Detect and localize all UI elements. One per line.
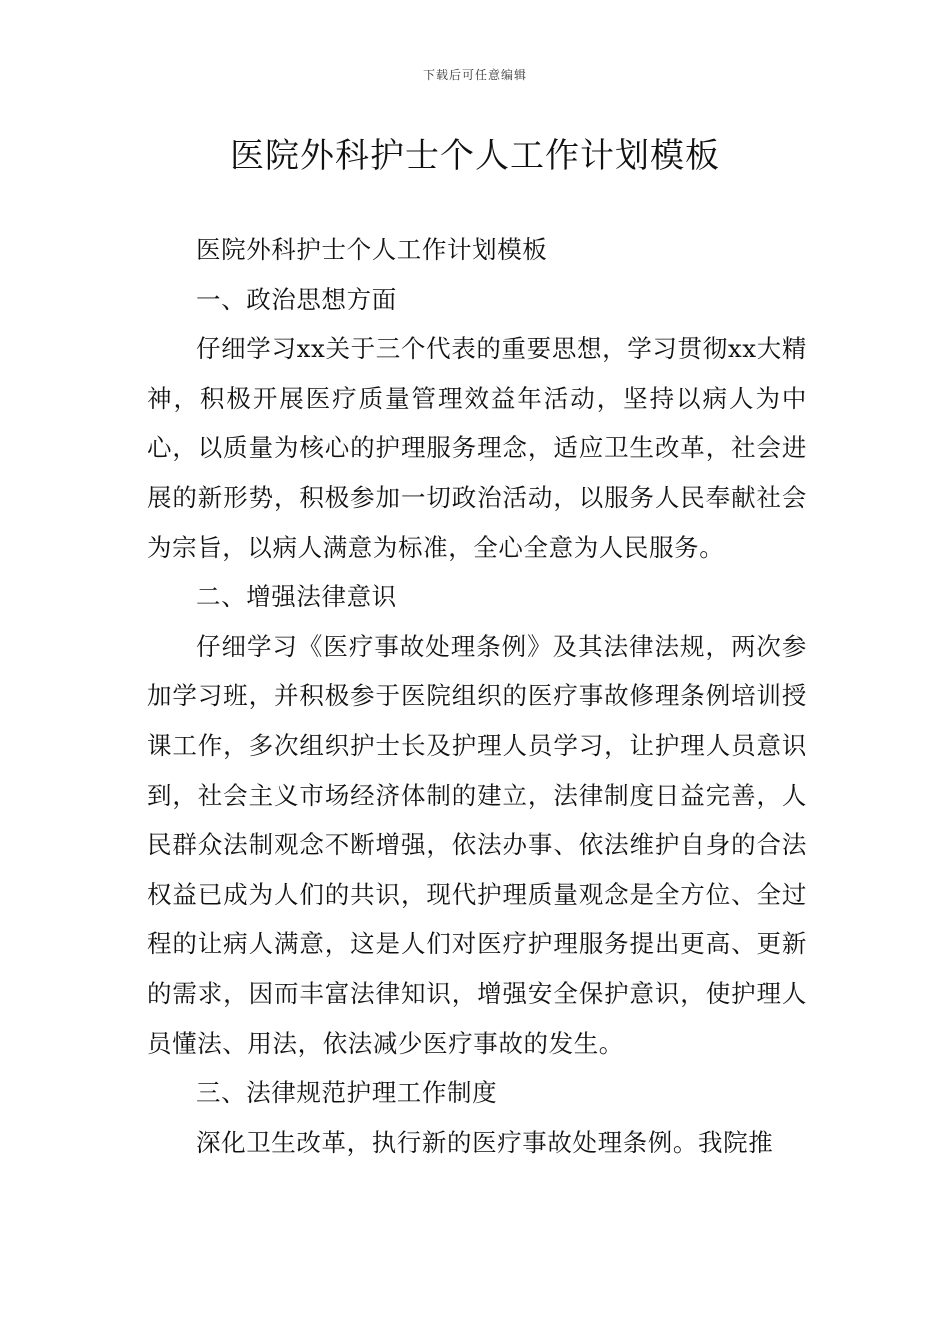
section-heading-1: 一、政治思想方面 (196, 284, 397, 314)
section-heading-3: 三、法律规范护理工作制度 (196, 1078, 498, 1108)
section-heading-2: 二、增强法律意识 (196, 582, 397, 612)
document-title: 医院外科护士个人工作计划模板 (230, 136, 720, 176)
body-paragraph-subtitle: 医院外科护士个人工作计划模板 (196, 235, 548, 264)
body-paragraph-3: 深化卫生改革，执行新的医疗事故处理条例。我院推 (196, 1127, 774, 1157)
body-paragraph-2: 仔细学习《医疗事故处理条例》及其法律法规，两次参加学习班，并积极参于医院组织的医疗事故修理条例培训授课工作，多次组织护士长及护理人员学习，让护理人员意识到，社会主义市场经济体制的建立，法律制度日益完善，人民群众法制观念不断增强，依法办事、依法维护自身的合法权益已成为人们的共识，现代护理质量观念是全方位、全过程的让病人满意，这是人们对医疗护理服务提出更高、更新的需求，因而丰富法律知识，增强安全保护意识，使护理人员懂法、用法，依法减少医疗事故的发生。 (147, 631, 807, 1058)
document-body (147, 225, 807, 1167)
header-note: 下载后可任意编辑 (422, 68, 527, 82)
body-paragraph-1: 仔细学习xx关于三个代表的重要思想，学习贯彻xx大精神，积极开展医疗质量管理效益年活动，坚持以病人为中心，以质量为核心的护理服务理念，适应卫生改革，社会进展的新形势，积极参加一切政治活动，以服务人民奉献社会为宗旨，以病人满意为标准，全心全意为人民服务。 (147, 334, 807, 562)
